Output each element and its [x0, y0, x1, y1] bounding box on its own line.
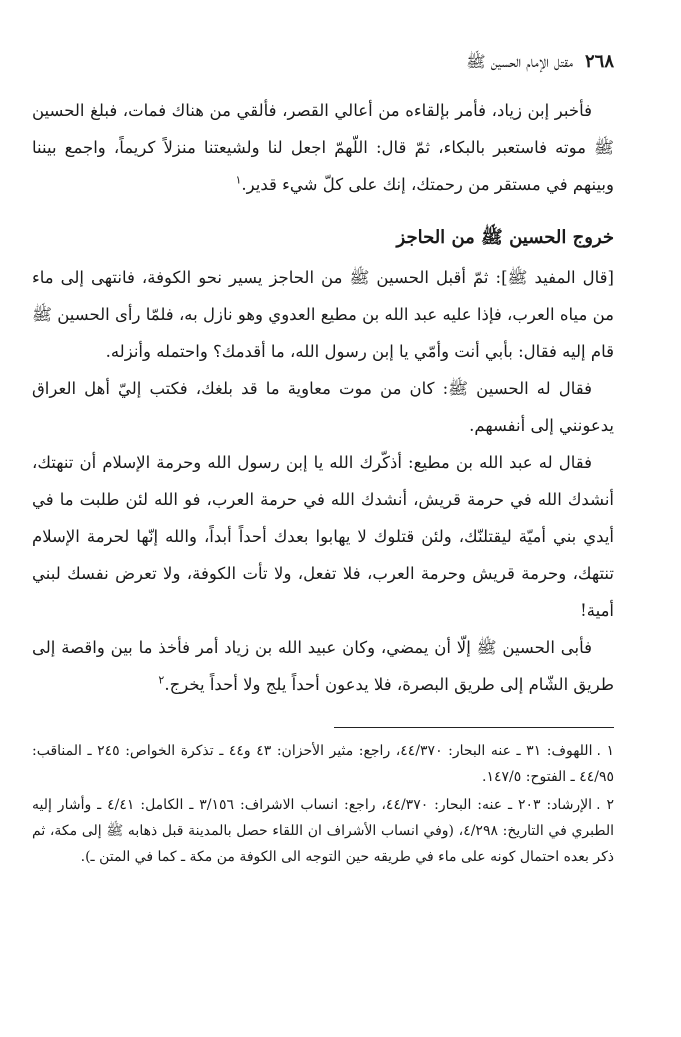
paragraph: فقال له الحسين ﷺ: كان من موت معاوية ما قد بلغك، فكتب إليّ أهل العراق يدعونني إلى أنفسهم.: [32, 379, 614, 435]
paragraph: [قال المفيد ﷺ]: ثمّ أقبل الحسين ﷺ من الحاجز يسير نحو الكوفة، فانتهى إلى ماء من مياه العرب، فإذا عليه عبد الله بن مطيع العدوي وهو نازل به، فلمّا رأى الحسين ﷺ قام إليه فقال: بأبي أنت وأمّي يا إبن رسول الله، ما أقدمك؟ واحتمله وأنزله.: [32, 268, 614, 361]
paragraph: فقال له عبد الله بن مطيع: أذكّرك الله يا إبن رسول الله وحرمة الإسلام أن تنهتك، أنشدك الله في حرمة قريش، أنشدك الله في حرمة العرب، فو الله لئن طلبت ما في أيدي بني أميّة ليقتلنّك، ولئن قتلوك لا يهابوا بعدك أحداً أبداً، والله إنّها لحرمة الإسلام تنتهك، وحرمة قريش وحرمة العرب، فلا تفعل، ولا تأت الكوفة، ولا تعرض نفسك لبني أمية!: [32, 453, 614, 620]
footnote-text: الإرشاد: ٢٠٣ ـ عنه: البحار: ٤٤/٣٧٠، راجع: انساب الاشراف: ٣/١٥٦ ـ الكامل: ٤/٤١ ـ وأشار إليه الطبري في التاريخ: ٤/٢٩٨، (وفي انساب الأشراف ان اللقاء حصل بالمدينة قبل ذهابه ﷺ إلى مكة، ثم ذكر بعده احتمال كونه على ماء في طريقه حين التوجه الى الكوفة من مكة ـ كما في المتن ـ).: [32, 797, 614, 865]
footnotes: [32, 738, 614, 870]
footnote-text: اللهوف: ٣١ ـ عنه البحار: ٤٤/٣٧٠، راجع: مثير الأحزان: ٤٣ و٤٤ ـ تذكرة الخواص: ٢٤٥ ـ المناقب: ٤٤/٩٥ ـ الفتوح: ١٤٧/٥.: [32, 743, 614, 785]
footnote: [32, 792, 614, 870]
running-header: [32, 50, 614, 74]
paragraph-text: فأخبر إبن زياد، فأمر بإلقاءه من أعالي القصر، فألقي من هناك فمات، فبلغ الحسين ﷺ موته فاستعبر بالبكاء، ثمّ قال: اللّهمّ اجعل لنا ولشيعتنا منزلاً كريماً، واجمع بيننا وبينهم في مستقر من رحمتك، إنك على كلّ شيء قدير.: [32, 101, 614, 194]
footnote: [32, 738, 614, 790]
page-number: ٢٦٨: [584, 51, 614, 72]
running-title: مقتل الإمام الحسين ﷺ: [466, 52, 573, 71]
footnote-divider: [334, 727, 614, 728]
paragraph: [32, 629, 614, 703]
footnote-number: ١ .: [596, 743, 614, 759]
footnote-number: ٢ .: [596, 797, 614, 813]
book-page: [32, 50, 614, 872]
footnote-ref: ٢: [158, 673, 165, 687]
section-heading: خروج الحسين ﷺ من الحاجز: [396, 227, 614, 248]
footnote-ref: ١: [235, 173, 242, 187]
paragraph: [32, 92, 614, 203]
paragraph-text: فأبى الحسين ﷺ إلّا أن يمضي، وكان عبيد الله بن زياد أمر فأخذ ما بين واقصة إلى طريق الشّام إلى طريق البصرة، فلا يدعون أحداً يلج ولا أحداً يخرج.: [32, 638, 614, 694]
